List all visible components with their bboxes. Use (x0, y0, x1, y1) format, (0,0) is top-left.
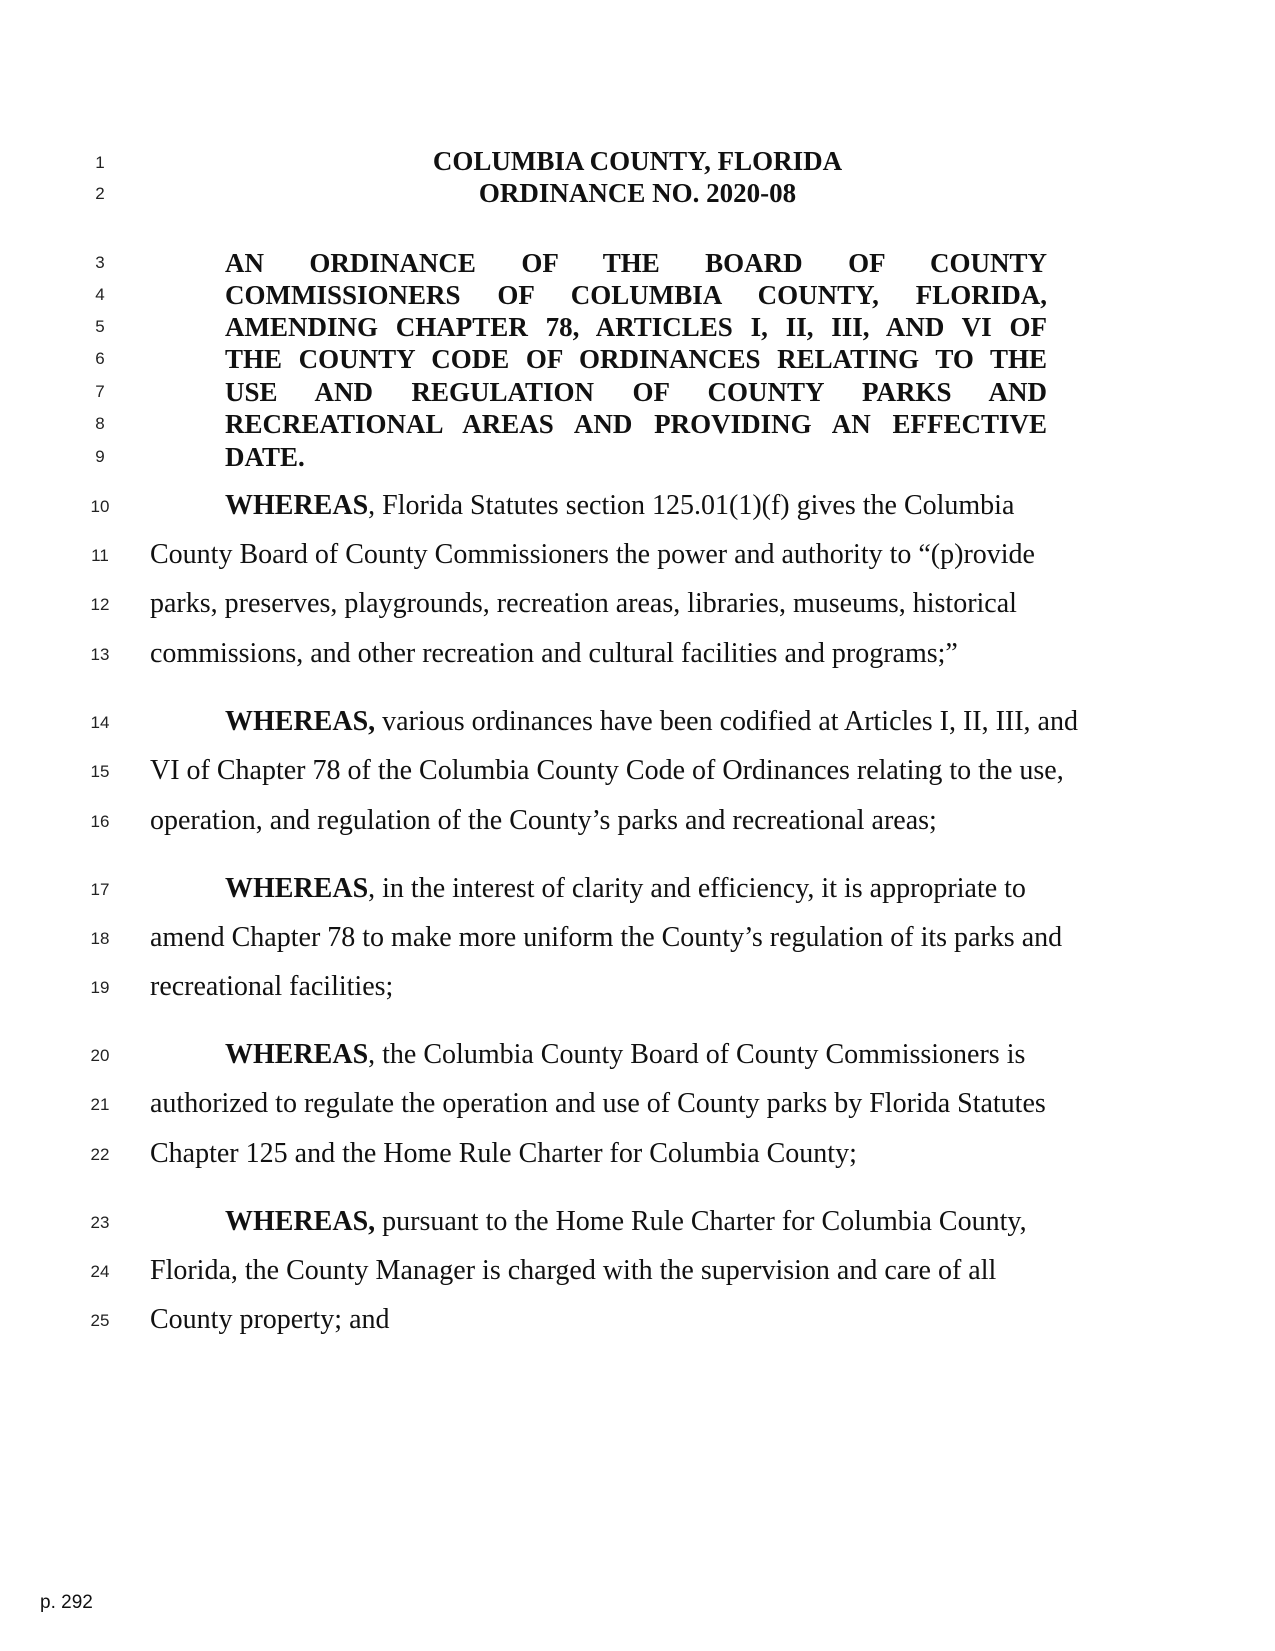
whereas-keyword: WHEREAS (225, 873, 369, 904)
document-heading-ordinance-number: ORDINANCE NO. 2020-08 (478, 178, 797, 208)
line-number: 15 (90, 762, 110, 781)
line-number: 6 (95, 349, 105, 368)
line-number: 24 (90, 1262, 110, 1281)
page-number: p. 292 (40, 1592, 93, 1613)
line-number: 9 (95, 447, 105, 466)
paragraph-line: Chapter 125 and the Home Rule Charter for Columbia County; (150, 1138, 857, 1169)
paragraph-line: County property; and (150, 1304, 390, 1335)
line-number: 8 (95, 414, 105, 433)
line-number: 22 (90, 1145, 110, 1164)
line-number: 16 (90, 812, 110, 831)
ordinance-title-line: THE COUNTY CODE OF ORDINANCES RELATING TO THE (225, 344, 1047, 374)
whereas-keyword: WHEREAS (225, 490, 369, 521)
line-number: 13 (90, 645, 110, 664)
paragraph-line: commissions, and other recreation and cultural facilities and programs;” (150, 638, 958, 669)
paragraph-line: amend Chapter 78 to make more uniform the County’s regulation of its parks and (150, 922, 1063, 953)
ordinance-title-line: USE AND REGULATION OF COUNTY PARKS AND (225, 377, 1047, 407)
whereas-keyword: WHEREAS (225, 706, 369, 737)
whereas-paragraph-first-line: WHEREAS, pursuant to the Home Rule Charter for Columbia County, (225, 1206, 1027, 1237)
line-number: 11 (91, 546, 109, 565)
whereas-paragraph-first-line: WHEREAS, the Columbia County Board of County Commissioners is (225, 1039, 1026, 1070)
document-heading-county: COLUMBIA COUNTY, FLORIDA (432, 146, 843, 176)
line-number: 21 (90, 1095, 110, 1114)
line-number: 3 (95, 253, 105, 272)
paragraph-line: recreational facilities; (150, 971, 394, 1002)
line-number: 2 (95, 184, 105, 203)
line-number: 10 (90, 497, 110, 516)
paragraph-line: VI of Chapter 78 of the Columbia County Code of Ordinances relating to the use, (150, 755, 1064, 786)
line-number: 1 (95, 153, 105, 172)
paragraph-line: authorized to regulate the operation and use of County parks by Florida Statutes (150, 1088, 1046, 1119)
whereas-keyword: WHEREAS (225, 1039, 369, 1070)
paragraph-line: operation, and regulation of the County’s parks and recreational areas; (150, 805, 937, 836)
line-number: 23 (90, 1213, 110, 1232)
line-number: 7 (95, 382, 105, 401)
line-number: 18 (90, 929, 110, 948)
line-number: 5 (95, 317, 105, 336)
paragraph-line: parks, preserves, playgrounds, recreation areas, libraries, museums, historical (150, 588, 1017, 619)
ordinance-title-line: AN ORDINANCE OF THE BOARD OF COUNTY (225, 248, 1047, 278)
line-number: 12 (90, 595, 110, 614)
ordinance-title-line: COMMISSIONERS OF COLUMBIA COUNTY, FLORIDA, (225, 280, 1047, 310)
ordinance-title-line: AMENDING CHAPTER 78, ARTICLES I, II, III, AND VI OF (225, 312, 1047, 342)
line-number: 17 (90, 880, 110, 899)
line-number: 14 (90, 713, 110, 732)
paragraph-line: County Board of County Commissioners the power and authority to “(p)rovide (150, 539, 1035, 570)
line-number: 20 (90, 1046, 110, 1065)
whereas-paragraph-first-line: WHEREAS, Florida Statutes section 125.01(1)(f) gives the Columbia (225, 490, 1015, 521)
whereas-keyword: WHEREAS (225, 1206, 369, 1237)
line-number: 25 (90, 1311, 110, 1330)
ordinance-title-line: RECREATIONAL AREAS AND PROVIDING AN EFFECTIVE (225, 409, 1047, 439)
whereas-paragraph-first-line: WHEREAS, various ordinances have been codified at Articles I, II, III, and (225, 706, 1078, 737)
ordinance-title-line: DATE. (225, 442, 305, 472)
line-number: 19 (90, 978, 110, 997)
whereas-paragraph-first-line: WHEREAS, in the interest of clarity and efficiency, it is appropriate to (225, 873, 1026, 904)
line-number: 4 (95, 285, 105, 304)
paragraph-line: Florida, the County Manager is charged with the supervision and care of all (150, 1255, 997, 1286)
